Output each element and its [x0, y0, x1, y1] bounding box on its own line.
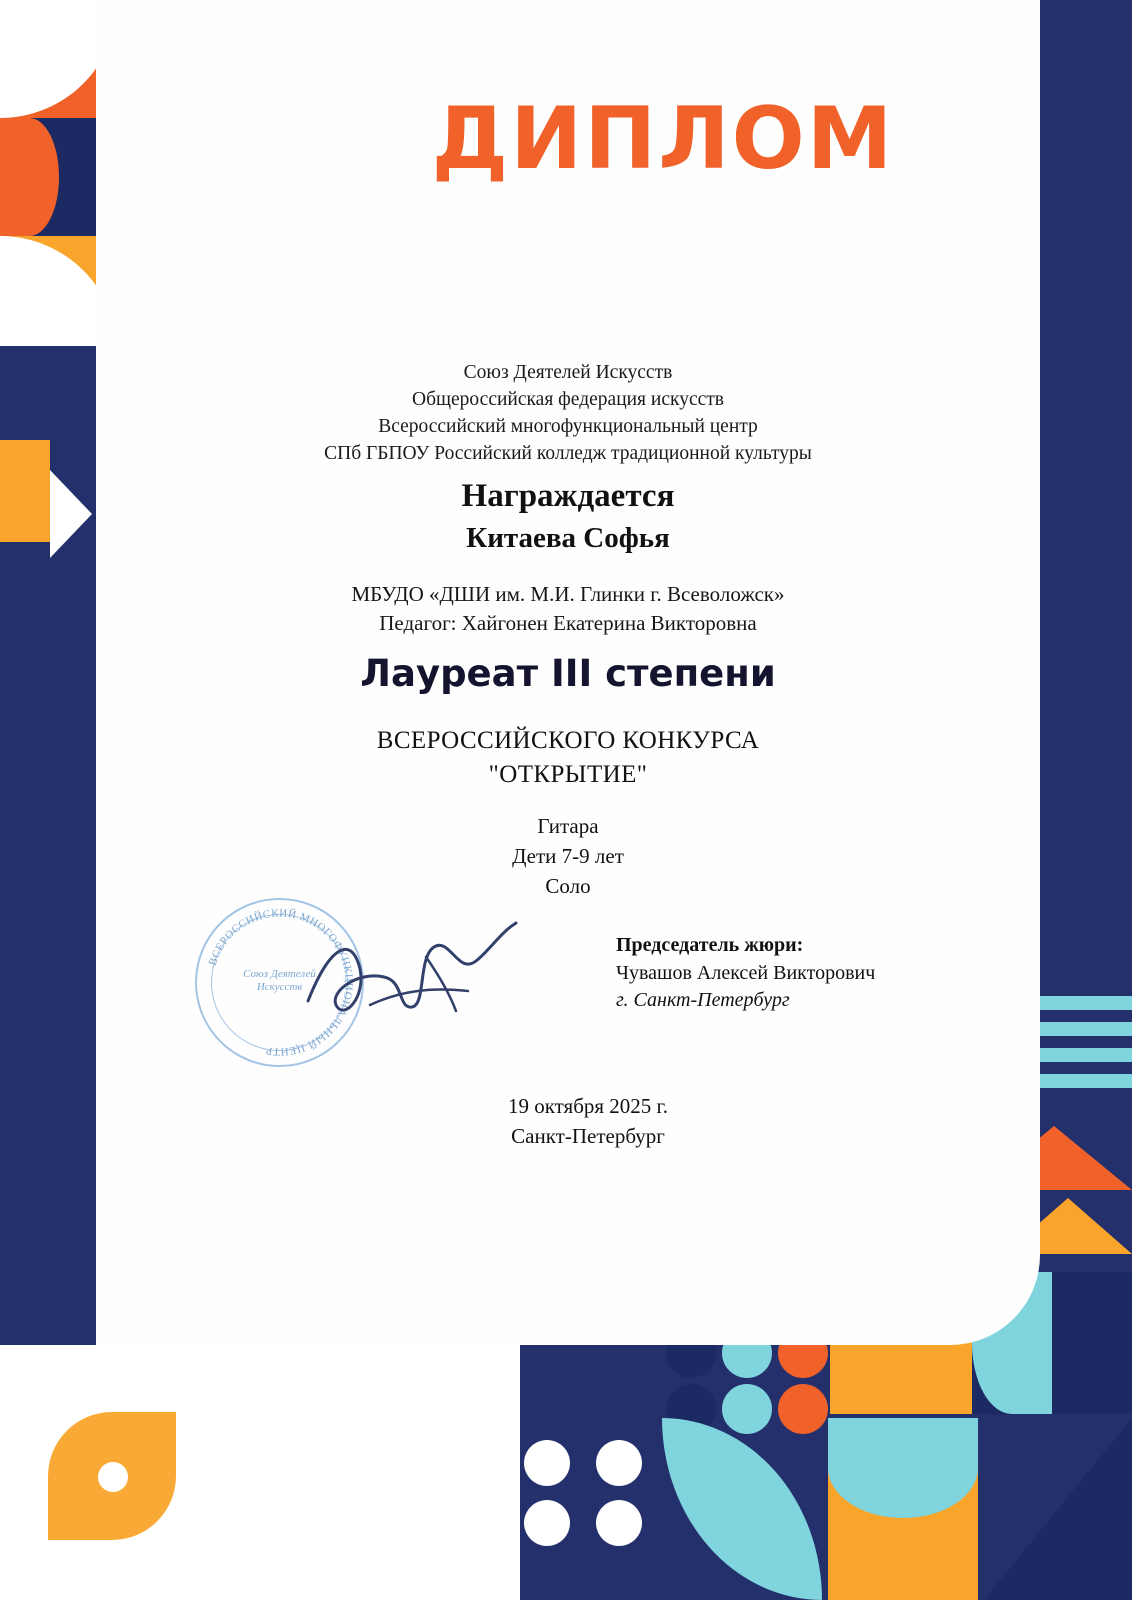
institution-block [96, 580, 1040, 639]
jury-chair-city: г. Санкт-Петербург [616, 989, 790, 1012]
jury-chair-label: Председатель жюри: [616, 934, 804, 956]
contest-line-1: ВСЕРОССИЙСКОГО КОНКУРСА [376, 727, 760, 754]
issue-date: 19 октября 2025 г. [507, 1094, 669, 1118]
issue-city: Санкт-Петербург [511, 1123, 665, 1148]
jury-chair-name: Чувашов Алексей Викторович [616, 961, 876, 984]
official-stamp [195, 898, 364, 1067]
contest-line-2: "ОТКРЫТИЕ" [488, 760, 648, 788]
organizers-block [96, 360, 1040, 468]
deco-flower-notch [98, 1462, 128, 1492]
contest-block [96, 724, 1040, 792]
svg-text:ВСЕРОССИЙСКИЙ МНОГОФУНКЦИОНАЛЬ: ВСЕРОССИЙСКИЙ МНОГОФУНКЦИОНАЛЬНЫЙ ЦЕНТР [206, 907, 355, 1058]
teacher-name: Педагог: Хайгонен Екатерина Викторовна [379, 611, 757, 636]
date-block [96, 1092, 1040, 1152]
deco-bottom-dot-4 [596, 1500, 642, 1546]
awarded-label: Награждается [461, 478, 675, 514]
recipient-name: Китаева Софья [466, 522, 670, 554]
nomination-format: Соло [545, 873, 591, 898]
organizer-line-4: СПб ГБПОУ Российский колледж традиционной культуры [324, 442, 812, 464]
deco-bottom-cyan-half [828, 1418, 978, 1518]
stamp-inner-text: Союз Деятелей Искусств [243, 968, 316, 993]
nomination-age-group: Дети 7-9 лет [512, 843, 624, 868]
organizer-line-1: Союз Деятелей Искусств [463, 362, 673, 383]
organizer-line-3: Всероссийский многофункциональный центр [378, 415, 758, 437]
nomination-block [96, 812, 1040, 901]
certificate-content [96, 0, 1040, 1345]
deco-bottom-dot-2 [524, 1500, 570, 1546]
deco-bottom-navy-triangle [984, 1418, 1132, 1600]
jury-chair-block [616, 932, 1016, 1015]
organizer-line-2: Общероссийская федерация искусств [412, 388, 724, 410]
deco-amber-triangle-left [0, 440, 50, 542]
deco-dot-9 [778, 1384, 828, 1434]
deco-orange-half-1 [0, 118, 59, 236]
deco-dot-8 [722, 1384, 772, 1434]
deco-bottom-dot-3 [596, 1440, 642, 1486]
institution-name: МБУДО «ДШИ им. М.И. Глинки г. Всеволожск» [351, 582, 785, 606]
page-title: ДИПЛОМ [431, 89, 895, 189]
deco-bottom-dot-1 [524, 1440, 570, 1486]
nomination-instrument: Гитара [537, 814, 599, 838]
award-degree: Лауреат III степени [360, 652, 776, 695]
deco-white-arrow [50, 470, 92, 558]
